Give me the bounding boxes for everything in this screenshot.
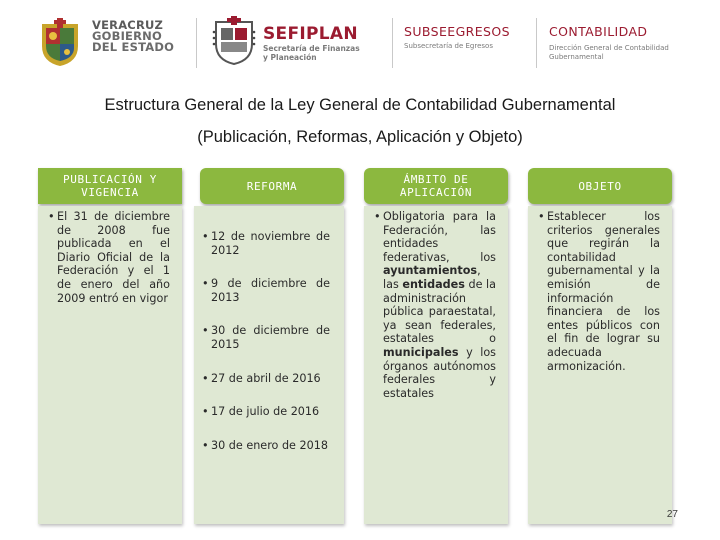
ambito-text: y los órganos autónomos federales y estatales: [383, 345, 496, 400]
column-header-line: VIGENCIA: [81, 186, 139, 199]
ambito-text: , las: [383, 264, 481, 291]
list-item: • 12 de noviembre de 2012: [202, 230, 330, 257]
column-header-reforma: [200, 168, 344, 204]
subsecretaria-title: SUBSEEGRESOS: [404, 24, 510, 39]
column-header-publicacion: [38, 168, 182, 204]
list-item: • 30 de enero de 2018: [202, 439, 330, 453]
header-divider: [392, 18, 393, 68]
sefiplan-emblem-icon: [212, 16, 256, 66]
ambito-bold: ayuntamientos: [383, 264, 478, 278]
header-divider: [196, 18, 197, 68]
sefiplan-subtitle-line-1: Secretaría de Finanzas: [263, 44, 360, 53]
column-body-objeto: [528, 206, 672, 524]
column-header-line: REFORMA: [246, 179, 298, 193]
page-title: Estructura General de la Ley General de Contabilidad Gubernamental: [104, 96, 616, 114]
list-item: • 30 de diciembre de 2015: [202, 324, 330, 351]
ambito-text: de la administración pública paraestatal, ya sean federales, estatales o: [383, 277, 496, 346]
list-item: • 17 de julio de 2016: [202, 405, 330, 419]
column-body-reforma: [194, 206, 344, 524]
column-body-ambito: [364, 206, 508, 524]
sefiplan-subtitle: [263, 44, 360, 62]
subsecretaria-subtitle: [404, 42, 493, 51]
column-header-line: OBJETO: [578, 179, 622, 193]
column-header-line: APLICACIÓN: [399, 186, 473, 199]
contabilidad-title: CONTABILIDAD: [549, 24, 648, 39]
ambito-bold: entidades: [402, 277, 465, 291]
sefiplan-name: SEFIPLAN: [263, 24, 358, 44]
header-divider: [536, 18, 537, 68]
subsecretaria-subtitle-line: Subsecretaría de Egresos: [404, 42, 493, 50]
veracruz-line-2: GOBIERNO: [92, 29, 162, 43]
sefiplan-subtitle-line-2: y Planeación: [263, 53, 317, 62]
contabilidad-subtitle-line-2: Gubernamental: [549, 53, 604, 61]
list-item: • El 31 de diciembre de 2008 fue publicada en el Diario Oficial de la Federación y el 1 de enero del año 2009 entró en vigor: [48, 210, 170, 305]
list-item: • 9 de diciembre de 2013: [202, 277, 330, 304]
contabilidad-subtitle: [549, 44, 669, 62]
veracruz-wordmark: [92, 20, 174, 53]
veracruz-line-3: DEL ESTADO: [92, 40, 175, 54]
page-number: 27: [666, 509, 678, 520]
column-header-objeto: [528, 168, 672, 204]
column-header-ambito: [364, 168, 508, 204]
list-item: • 27 de abril de 2016: [202, 372, 330, 386]
contabilidad-subtitle-line-1: Dirección General de Contabilidad: [549, 44, 669, 52]
list-item: [374, 210, 496, 400]
ambito-text: Obligatoria para la Federación, las entidades federativas, los: [383, 210, 496, 264]
column-header-line: ÁMBITO DE: [403, 173, 469, 186]
veracruz-line-1: VERACRUZ: [92, 18, 164, 32]
column-header-line: PUBLICACIÓN Y: [63, 173, 157, 186]
list-item: • Establecer los criterios generales que regirán la contabilidad gubernamental y la emisión de información financiera de los entes públicos con el fin de lograr su adecuada armonización.: [538, 210, 660, 373]
ambito-bold: municipales: [383, 345, 459, 359]
page-subtitle: (Publicación, Reformas, Aplicación y Objeto): [197, 128, 523, 146]
veracruz-coat-of-arms-icon: [38, 16, 82, 68]
column-body-publicacion: [38, 206, 182, 524]
page-header: [0, 0, 720, 80]
